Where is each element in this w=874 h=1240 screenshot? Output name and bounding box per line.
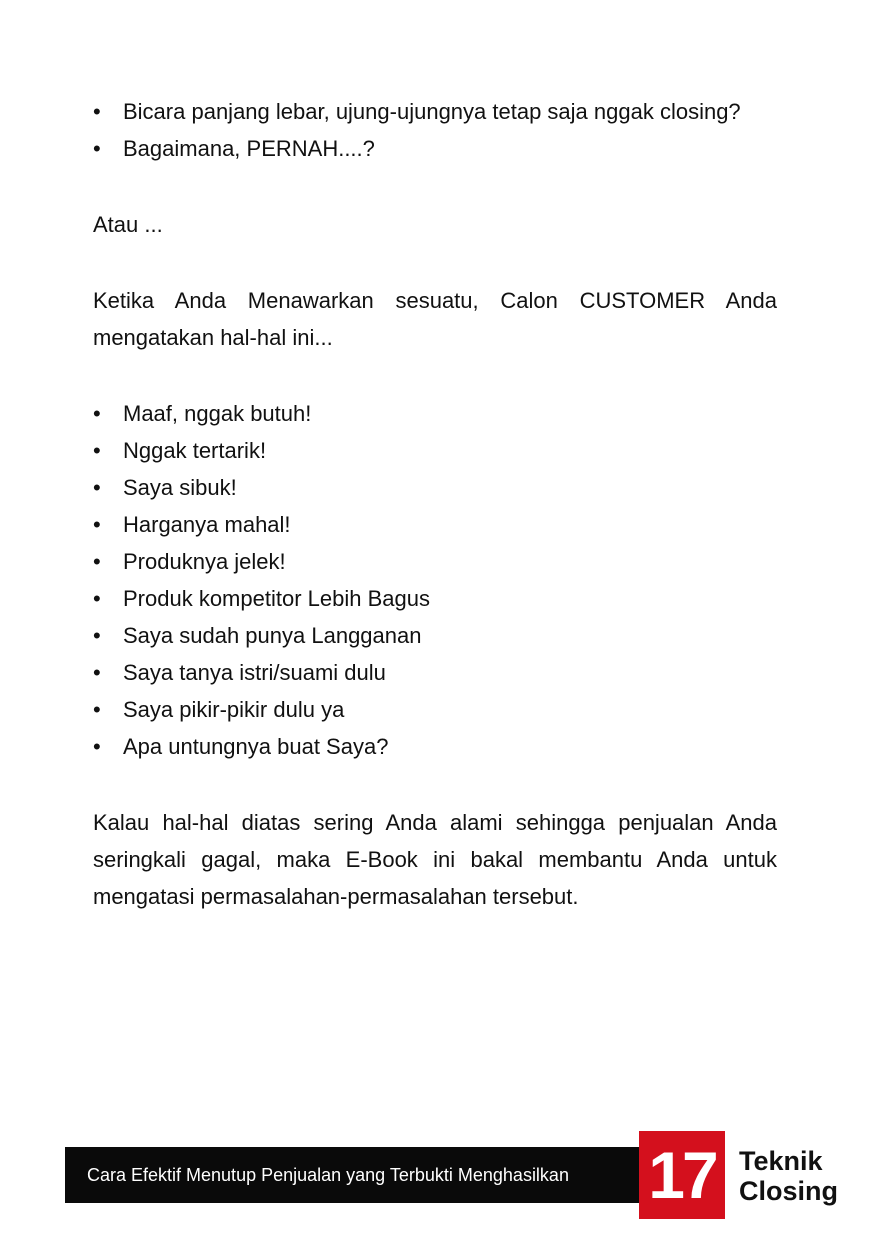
list-item bbox=[93, 93, 777, 130]
spacer bbox=[93, 243, 777, 282]
list-item-text: Bicara panjang lebar, ujung-ujungnya tetap saja nggak closing? bbox=[123, 99, 741, 124]
badge-title-line1: Teknik bbox=[739, 1146, 823, 1176]
badge-title-line2: Closing bbox=[739, 1176, 838, 1206]
list-item-text: Maaf, nggak butuh! bbox=[123, 401, 312, 426]
paragraph-closing: Kalau hal-hal diatas sering Anda alami sehingga penjualan Anda seringkali gagal, maka E-Book ini bakal membantu Anda untuk mengatasi permasalahan-permasalahan tersebut. bbox=[93, 810, 777, 909]
list-item bbox=[93, 395, 777, 432]
list-item-text: Produk kompetitor Lebih Bagus bbox=[123, 586, 430, 611]
spacer bbox=[93, 356, 777, 395]
bullet-icon: • bbox=[93, 475, 101, 500]
list-item-text: Apa untungnya buat Saya? bbox=[123, 734, 389, 759]
list-item bbox=[93, 543, 777, 580]
bullet-icon: • bbox=[93, 660, 101, 685]
list-item-text: Saya pikir-pikir dulu ya bbox=[123, 697, 345, 722]
list-item bbox=[93, 728, 777, 765]
list-item-text: Bagaimana, PERNAH....? bbox=[123, 136, 375, 161]
bullet-icon: • bbox=[93, 136, 101, 161]
list-item bbox=[93, 469, 777, 506]
list-item bbox=[93, 617, 777, 654]
bullet-icon: • bbox=[93, 623, 101, 648]
list-item-text: Harganya mahal! bbox=[123, 512, 291, 537]
objection-list bbox=[93, 395, 777, 765]
list-item-text: Saya sibuk! bbox=[123, 475, 237, 500]
badge-number: 17 bbox=[639, 1131, 725, 1219]
list-item-text: Saya sudah punya Langganan bbox=[123, 623, 422, 648]
list-item bbox=[93, 691, 777, 728]
list-item bbox=[93, 432, 777, 469]
list-item-text: Nggak tertarik! bbox=[123, 438, 267, 463]
bullet-icon: • bbox=[93, 549, 101, 574]
atau-text: Atau ... bbox=[93, 212, 163, 237]
spacer bbox=[93, 167, 777, 206]
footer-bar bbox=[65, 1147, 639, 1203]
page-content bbox=[93, 93, 777, 915]
list-item bbox=[93, 580, 777, 617]
bullet-icon: • bbox=[93, 401, 101, 426]
list-item-text: Produknya jelek! bbox=[123, 549, 286, 574]
list-item-text: Saya tanya istri/suami dulu bbox=[123, 660, 386, 685]
badge-title bbox=[739, 1146, 838, 1206]
bullet-icon: • bbox=[93, 99, 101, 124]
bullet-icon: • bbox=[93, 586, 101, 611]
list-item bbox=[93, 130, 777, 167]
bullet-icon: • bbox=[93, 697, 101, 722]
intro-bullet-list bbox=[93, 93, 777, 167]
list-item bbox=[93, 654, 777, 691]
spacer bbox=[93, 765, 777, 804]
bullet-icon: • bbox=[93, 512, 101, 537]
bullet-icon: • bbox=[93, 438, 101, 463]
paragraph-intro: Ketika Anda Menawarkan sesuatu, Calon CUSTOMER Anda mengatakan hal-hal ini... bbox=[93, 288, 777, 350]
list-item bbox=[93, 506, 777, 543]
bullet-icon: • bbox=[93, 734, 101, 759]
footer-tagline: Cara Efektif Menutup Penjualan yang Terbukti Menghasilkan bbox=[87, 1164, 569, 1185]
